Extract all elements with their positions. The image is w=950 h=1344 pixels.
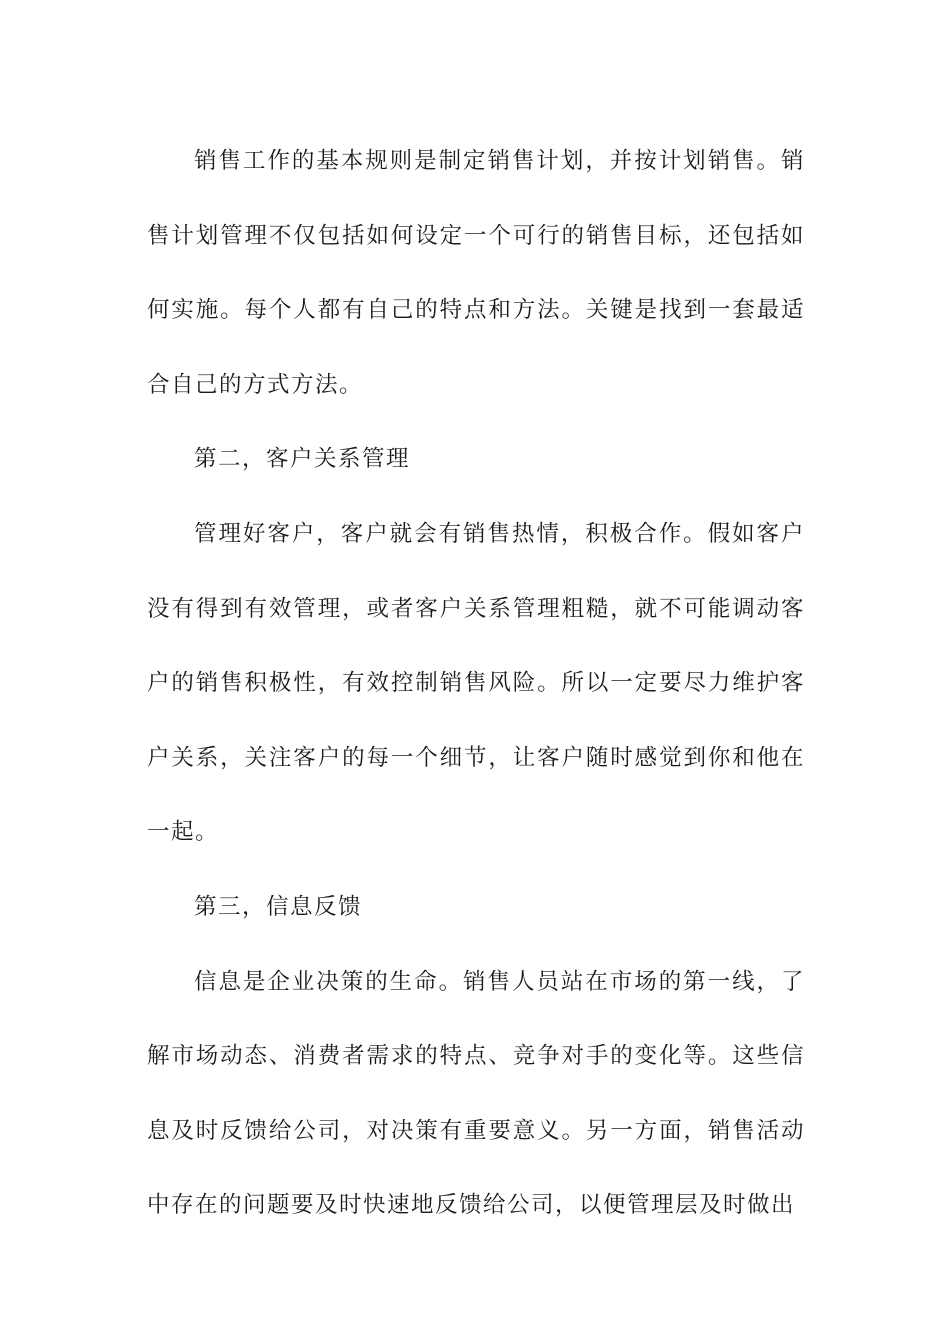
section-heading-customer-relations: 第二，客户关系管理: [194, 446, 411, 473]
section-heading-info-feedback: 第三，信息反馈: [194, 893, 363, 920]
paragraph-customer-management: 管理好客户，客户就会有销售热情，积极合作。假如客户没有得到有效管理，或者客户关系管理粗糙，就不可能调动客户的销售积极性，有效控制销售风险。所以一定要尽力维护客户关系，关注客户的每一个细节，让客户随时感觉到你和他在一起。: [147, 520, 805, 846]
document-body: [147, 124, 805, 1243]
paragraph-info-feedback: 信息是企业决策的生命。销售人员站在市场的第一线，了解市场动态、消费者需求的特点、竞争对手的变化等。这些信息及时反馈给公司，对决策有重要意义。另一方面，销售活动中存在的问题要及时快速地反馈给公司，以便管理层及时做出: [147, 968, 805, 1219]
paragraph-sales-plan: 销售工作的基本规则是制定销售计划，并按计划销售。销售计划管理不仅包括如何设定一个可行的销售目标，还包括如何实施。每个人都有自己的特点和方法。关键是找到一套最适合自己的方式方法。: [147, 148, 805, 398]
